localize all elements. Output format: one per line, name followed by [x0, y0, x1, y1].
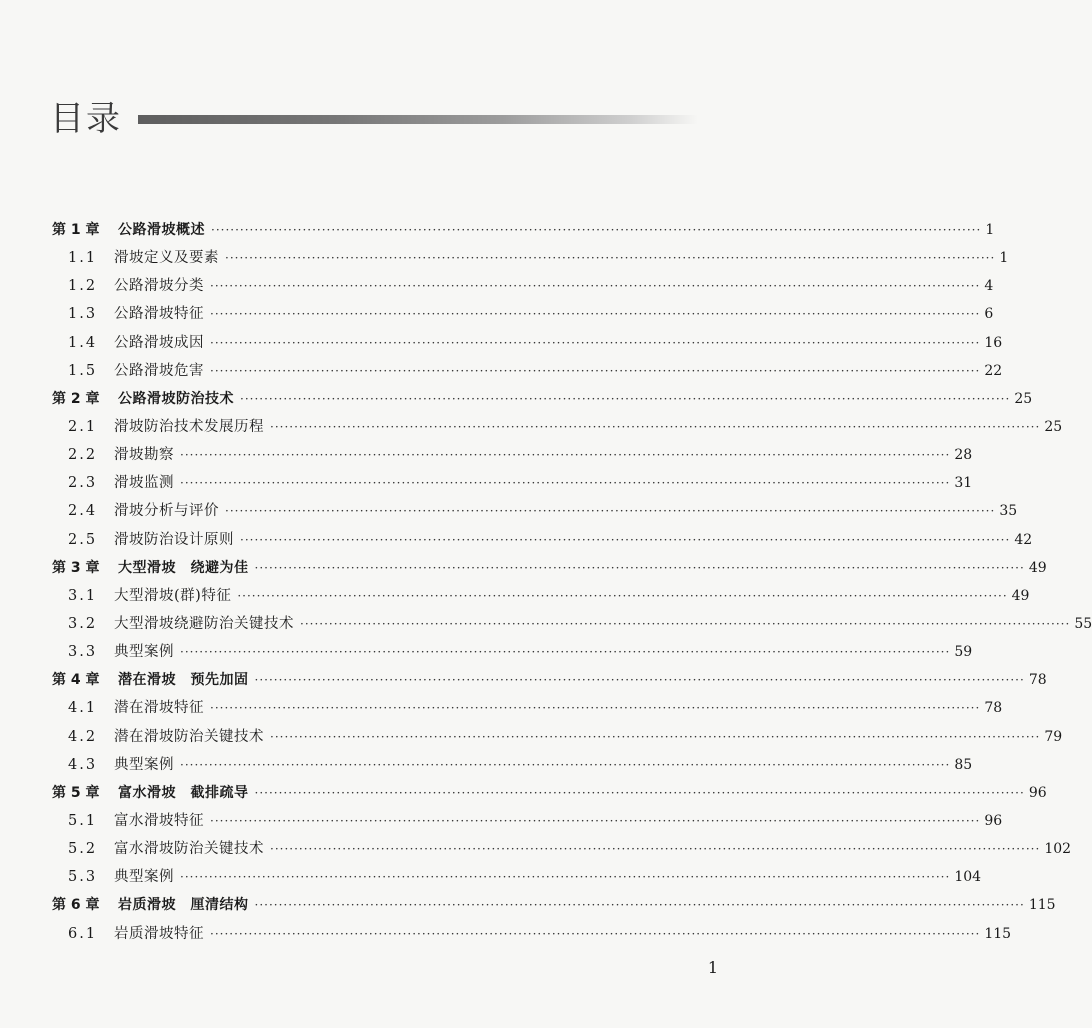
chapter-number: 第 4 章 [52, 672, 100, 689]
dot-leader: ································································································································································ [270, 729, 1041, 744]
dot-leader: ································································································································································ [180, 757, 951, 772]
toc-section-row[interactable] [52, 469, 973, 497]
section-number: 2.4 [68, 503, 98, 520]
section-title: 典型案例 [114, 644, 174, 661]
dot-leader: ································································································································································ [210, 307, 981, 322]
toc-section-row[interactable] [52, 835, 1072, 863]
section-number: 3.2 [68, 615, 98, 632]
toc-page-number: 31 [954, 475, 973, 492]
dot-leader: ································································································································································ [254, 673, 1025, 688]
toc-page-number: 25 [1014, 390, 1033, 407]
toc-page-number: 104 [954, 869, 982, 886]
toc-chapter-row[interactable] [52, 666, 1047, 694]
dot-leader: ································································································································································ [210, 813, 981, 828]
section-number: 3.3 [68, 644, 98, 661]
toc-section-row[interactable] [52, 638, 973, 666]
dot-leader: ································································································································································ [210, 279, 981, 294]
toc-section-row[interactable] [52, 723, 1063, 751]
section-title: 典型案例 [114, 869, 174, 886]
section-title: 滑坡防治技术发展历程 [114, 418, 264, 435]
section-number: 1.1 [68, 250, 98, 267]
chapter-title: 潜在滑坡 预先加固 [118, 672, 249, 689]
chapter-number: 第 1 章 [52, 222, 100, 238]
toc-section-row[interactable] [52, 694, 1003, 722]
section-title: 潜在滑坡防治关键技术 [114, 728, 264, 745]
chapter-title: 公路滑坡防治技术 [118, 390, 234, 407]
toc-chapter-row[interactable] [52, 216, 995, 244]
toc-page-number: 49 [1011, 587, 1030, 604]
page-title: 目录 [50, 99, 122, 139]
toc-page-number: 4 [984, 278, 994, 295]
section-number: 2.2 [68, 447, 98, 464]
section-number: 3.1 [68, 587, 98, 604]
section-title: 潜在滑坡特征 [114, 700, 204, 717]
section-title: 公路滑坡成因 [114, 334, 204, 351]
toc-page-number: 1 [985, 222, 995, 238]
section-title: 滑坡定义及要素 [114, 250, 219, 267]
toc-chapter-row[interactable] [52, 891, 1056, 919]
toc-chapter-row[interactable] [52, 779, 1047, 807]
toc-section-row[interactable] [52, 920, 1012, 948]
section-title: 公路滑坡危害 [114, 362, 204, 379]
dot-leader: ································································································································································ [225, 251, 996, 266]
section-number: 1.3 [68, 306, 98, 323]
toc-section-row[interactable] [52, 610, 1092, 638]
chapter-title: 岩质滑坡 厘清结构 [118, 897, 249, 914]
toc-chapter-row[interactable] [52, 385, 1033, 413]
section-title: 滑坡分析与评价 [114, 503, 219, 520]
section-number: 2.5 [68, 531, 98, 548]
section-number: 4.1 [68, 700, 98, 717]
chapter-number: 第 3 章 [52, 559, 100, 576]
dot-leader: ································································································································································ [180, 645, 951, 660]
dot-leader: ································································································································································ [254, 560, 1025, 575]
section-number: 2.1 [68, 418, 98, 435]
dot-leader: ································································································································································ [300, 616, 1071, 631]
section-title: 大型滑坡(群)特征 [114, 587, 232, 604]
toc-section-row[interactable] [52, 582, 1030, 610]
toc-section-row[interactable] [52, 497, 1018, 525]
toc-section-row[interactable] [52, 244, 1009, 272]
section-number: 5.3 [68, 869, 98, 886]
toc-page-number: 78 [984, 700, 1003, 717]
section-title: 公路滑坡特征 [114, 306, 204, 323]
section-title: 岩质滑坡特征 [114, 925, 204, 942]
chapter-number: 第 2 章 [52, 390, 100, 407]
toc-page-number: 102 [1044, 841, 1072, 858]
section-number: 4.2 [68, 728, 98, 745]
toc-page-number: 78 [1028, 672, 1047, 689]
toc-page-number: 85 [954, 756, 973, 773]
dot-leader: ································································································································································ [180, 476, 951, 491]
chapter-title: 富水滑坡 截排疏导 [118, 784, 249, 801]
dot-leader: ································································································································································ [237, 588, 1008, 603]
toc-section-row[interactable] [52, 357, 1003, 385]
toc-section-row[interactable] [52, 413, 1063, 441]
toc-section-row[interactable] [52, 272, 994, 300]
section-title: 滑坡防治设计原则 [114, 531, 234, 548]
toc-section-row[interactable] [52, 526, 1033, 554]
toc-section-row[interactable] [52, 441, 973, 469]
toc-page-number: 55 [1074, 615, 1092, 632]
section-number: 1.5 [68, 362, 98, 379]
dot-leader: ································································································································································ [254, 785, 1025, 800]
dot-leader: ································································································································································ [210, 701, 981, 716]
toc-page-number: 96 [984, 812, 1003, 829]
section-title: 公路滑坡分类 [114, 278, 204, 295]
section-title: 富水滑坡特征 [114, 812, 204, 829]
toc-chapter-row[interactable] [52, 554, 1047, 582]
toc-page-number: 28 [954, 447, 973, 464]
dot-leader: ································································································································································ [254, 898, 1025, 913]
toc-page-number: 96 [1028, 784, 1047, 801]
toc-section-row[interactable] [52, 300, 994, 328]
toc-page-number: 42 [1014, 531, 1033, 548]
dot-leader: ································································································································································ [180, 448, 951, 463]
toc-page-number: 6 [984, 306, 994, 323]
table-of-contents [52, 216, 1092, 948]
dot-leader: ································································································································································ [240, 391, 1011, 406]
toc-page-number: 115 [984, 925, 1012, 942]
section-title: 滑坡监测 [114, 475, 174, 492]
section-title: 典型案例 [114, 756, 174, 773]
toc-header [50, 96, 690, 146]
toc-page-number: 25 [1044, 418, 1063, 435]
section-title: 大型滑坡绕避防治关键技术 [114, 615, 294, 632]
dot-leader: ································································································································································ [270, 419, 1041, 434]
section-number: 5.2 [68, 841, 98, 858]
toc-page-number: 16 [984, 334, 1003, 351]
toc-section-row[interactable] [52, 751, 973, 779]
dot-leader: ································································································································································ [270, 842, 1041, 857]
toc-page-number: 79 [1044, 728, 1063, 745]
chapter-title: 大型滑坡 绕避为佳 [118, 559, 249, 576]
dot-leader: ································································································································································ [180, 870, 951, 885]
section-number: 5.1 [68, 812, 98, 829]
title-rule [138, 115, 698, 124]
section-title: 滑坡勘察 [114, 447, 174, 464]
chapter-title: 公路滑坡概述 [118, 222, 205, 238]
toc-page-number: 59 [954, 644, 973, 661]
section-title: 富水滑坡防治关键技术 [114, 841, 264, 858]
toc-page-number: 49 [1028, 559, 1047, 576]
section-number: 2.3 [68, 475, 98, 492]
section-number: 4.3 [68, 756, 98, 773]
toc-section-row[interactable] [52, 329, 1003, 357]
section-number: 6.1 [68, 925, 98, 942]
toc-section-row[interactable] [52, 863, 982, 891]
dot-leader: ································································································································································ [210, 335, 981, 350]
toc-page-number: 22 [984, 362, 1003, 379]
toc-section-row[interactable] [52, 807, 1003, 835]
toc-page-number: 115 [1028, 897, 1056, 914]
section-number: 1.2 [68, 278, 98, 295]
dot-leader: ································································································································································ [210, 926, 981, 941]
dot-leader: ································································································································································ [211, 223, 982, 237]
dot-leader: ································································································································································ [210, 363, 981, 378]
page-number: 1 [707, 958, 718, 977]
toc-page-number: 35 [999, 503, 1018, 520]
chapter-number: 第 6 章 [52, 897, 100, 914]
section-number: 1.4 [68, 334, 98, 351]
dot-leader: ································································································································································ [225, 504, 996, 519]
toc-page-number: 1 [999, 250, 1009, 267]
chapter-number: 第 5 章 [52, 784, 100, 801]
dot-leader: ································································································································································ [240, 532, 1011, 547]
